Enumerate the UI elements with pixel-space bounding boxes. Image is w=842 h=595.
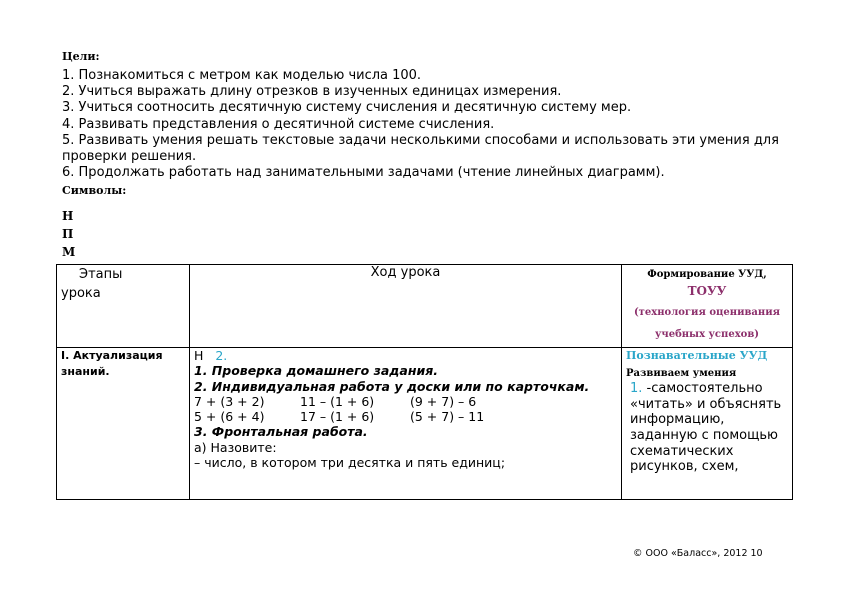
header-uud-line2: ТОУУ — [687, 284, 727, 298]
symbol-mark: Н — [194, 348, 204, 363]
exercise-row — [194, 409, 617, 424]
symbol-line — [194, 348, 617, 363]
task-frontal-work: 3. Фронтальная работа. — [194, 424, 368, 440]
lesson-table — [56, 264, 793, 500]
subtask-a-item: – число, в котором три десятка и пять единиц; — [194, 455, 506, 471]
exercise: 7 + (3 + 2) — [194, 393, 265, 409]
uud-title: Познавательные УУД — [626, 349, 768, 362]
exercise: (9 + 7) – 6 — [410, 393, 477, 409]
header-uud-line1: Формирование УУД, — [647, 269, 767, 280]
page-footer: © ООО «Баласс», 2012 10 — [633, 548, 763, 559]
uud-item-text: -самостоятельно «читать» и объяснять информацию, заданную с помощью схематических рисунков, схем, — [630, 381, 782, 475]
exercise: 11 – (1 + 6) — [300, 393, 375, 409]
goal-item: 5. Развивать умения решать текстовые задачи несколькими способами и использовать эти умения для проверки решения. — [62, 132, 779, 165]
goal-item: 1. Познакомиться с метром как моделью числа 100. — [62, 68, 422, 83]
header-stages — [57, 265, 190, 348]
header-stages-line1: Этапы — [79, 267, 123, 282]
symbols-title: Символы: — [62, 184, 127, 197]
exercise-row — [194, 394, 617, 409]
header-uud-line3: (технология оценивания учебных успехов) — [633, 307, 781, 340]
symbol-n: Н — [62, 209, 74, 223]
header-uud — [622, 265, 793, 348]
header-course: Ход урока — [190, 265, 622, 348]
table-header-row — [57, 265, 793, 348]
header-stages-line2: урока — [61, 286, 101, 301]
symbol-p: П — [62, 227, 74, 241]
symbol-m: М — [62, 245, 76, 259]
goal-item: 3. Учиться соотносить десятичную систему счисления и десятичную систему мер. — [62, 100, 632, 116]
goal-item: 4. Развивать представления о десятичной системе счисления. — [62, 116, 495, 132]
course-cell — [190, 348, 622, 500]
uud-develop-label: Развиваем умения — [626, 367, 737, 379]
uud-cell — [622, 348, 793, 500]
task-homework-check: 1. Проверка домашнего задания. — [194, 363, 438, 379]
symbol-number: 2. — [215, 348, 228, 363]
subtask-a: а) Назовите: — [194, 439, 277, 455]
exercise: (5 + 7) – 11 — [410, 409, 485, 425]
table-row — [57, 348, 793, 500]
goals-list — [62, 68, 792, 181]
goal-item: 2. Учиться выражать длину отрезков в изученных единицах измерения. — [62, 84, 562, 100]
uud-item-number: 1. — [630, 381, 643, 397]
exercise: 5 + (6 + 4) — [194, 409, 265, 425]
uud-item — [626, 381, 788, 475]
stage-cell: I. Актуализация знаний. — [57, 348, 190, 500]
exercise: 17 – (1 + 6) — [300, 409, 375, 425]
goals-title: Цели: — [62, 50, 100, 63]
task-individual-work: 2. Индивидуальная работа у доски или по карточкам. — [194, 378, 590, 394]
goal-item: 6. Продолжать работать над занимательными задачами (чтение линейных диаграмм). — [62, 165, 665, 181]
